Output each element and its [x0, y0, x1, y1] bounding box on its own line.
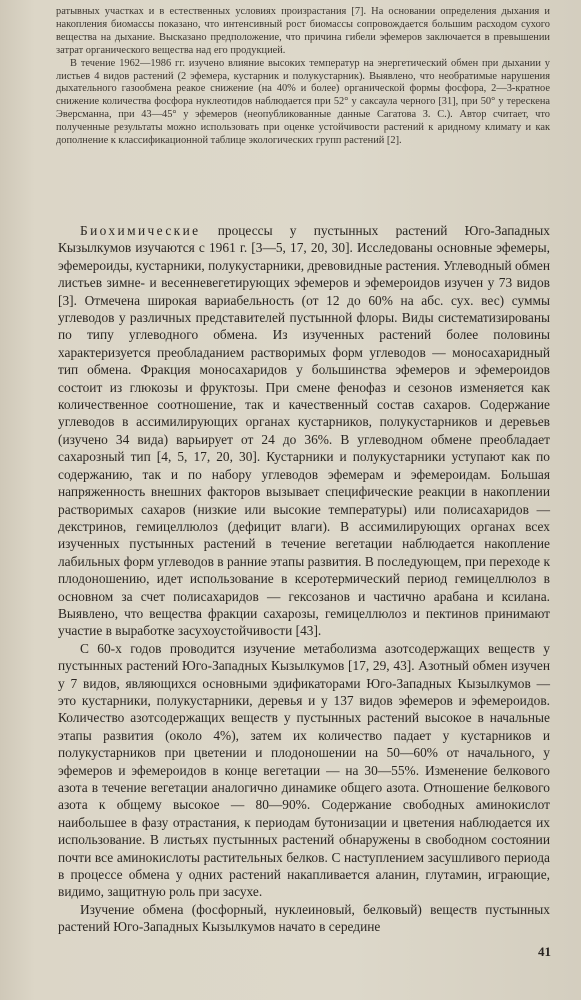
small-print-block [56, 6, 550, 148]
small-paragraph: ратывных участках и в естественных условиях произрастания [7]. На основании определения дыхания и накопления биомассы показано, что интенсивный рост биомассы сопровождается большим расходом сухого вещества на дыхание. Высказано предположение, что причина гибели эфемеров заключается в превышении затрат органического вещества над его продукцией. [56, 6, 550, 56]
body-paragraph [58, 222, 550, 640]
spaced-lead-word: Биохимические [80, 223, 201, 238]
paragraph-text: процессы у пустынных растений Юго-Западных Кызылкумов изучаются с 1961 г. [3—5, 17, 20, 30]. Исследованы основные эфемеры, эфемероиды, кустарники, полукустарники, древовидные растения. Углеводный обмен листьев зимне- и весенневегетирующих эфемеров и эфемероидов изучен у 73 видов [3]. Отмечена широкая вариабельность (от 12 до 60% на абс. сух. вес) суммы углеводов у различных представителей пустынной флоры. Виды систематизированы по типу углеводного обмена. Из изученных растений более половины характеризуется преобладанием растворимых форм углеводов — моносахаридный тип обмена. Фракция моносахаридов у большинства эфемеров и эфемероидов состоит из глюкозы и фруктозы. При смене фенофаз и сезонов изменяется как количественное соотношение, так и качественный состав сахаров. Содержание углеводов в ассимилирующих органах кустарников, полукустарников и деревьев (изучено 34 вида) варьирует от 24 до 36%. В углеводном обмене преобладает сахарозный тип [4, 5, 17, 20, 30]. Кустарники и полукустарники уступают как по содержанию, так и по набору углеводов эфемерам и эфемероидам. Большая напряженность внешних факторов вызывает специфические реакции в накоплении растворимых сахаров (низкие или высокие температуры) или полисахаридов — декстринов, гемицеллюлоз (дефицит влаги). В ассимилирующих органах всех изученных пустынных растений в течение вегетации наблюдается накопление лабильных форм углеводов в ранние этапы развития. В последующем, при переходе к плодоношению, идет использование в ксеротермический период гемицеллюлоз в основном за счет полисахаридов — гексозанов и частично арабана и ксилана. Выявлено, что вещества фракции сахарозы, гемицеллюлоз и пектинов принимают участие в выработке засухоустойчивости [43]. [58, 223, 550, 639]
body-paragraph: С 60-х годов проводится изучение метаболизма азотсодержащих веществ у пустынных растений Юго-Западных Кызылкумов [17, 29, 43]. Азотный обмен изучен у 7 видов, являющихся основными эдификаторами Юго-Западных Кызылкумов — это кустарники, полукустарники, деревья и у 137 видов эфемеров и эфемероидов. Количество азотсодержащих веществ у пустынных растений высокое в начальные этапы развития (около 4%), затем их количество падает у кустарников и полукустарников при цветении и плодоношении на 50—60% от начального, у эфемеров и эфемероидов в конце вегетации — на 30—55%. Изменение белкового азота в течение вегетации аналогично динамике общего азота. Отношение белкового азота к общему высокое — 80—90%. Содержание свободных аминокислот наибольшее в фазу отрастания, к периодам бутонизации и цветения наблюдается их использование. В листьях пустынных растений обнаружены в свободном состоянии почти все аминокислоты растительных белков. С наступлением засушливого периода в процессе обмена у одних растений накапливается аланин, глутамин, играющие, видимо, защитную роль при засухе. [58, 640, 550, 900]
page-number: 41 [538, 944, 551, 959]
body-paragraph: Изучение обмена (фосфорный, нуклеиновый, белковый) веществ пустынных растений Юго-Западных Кызылкумов начато в середине [58, 901, 550, 935]
small-paragraph: В течение 1962—1986 гг. изучено влияние высоких температур на энергетический обмен при дыхании у листьев 4 видов растений (2 эфемера, кустарник и полукустарник). Выявлено, что необратимые нарушения дыхательного газообмена реакое снижение (на 40% и более) органической формы фосфора, 2—3-кратное снижение количества фосфора нуклеотидов наблюдается при 52° у саксаула черного [31], при 50° у терескена Эверсманна, при 43—45° у эфемеров (неопубликованные данные Сагатова З. С.). Автор считает, что полученные результаты можно использовать при оценке устойчивости растений к аридному климату и как дополнение к классификационной таблице экологических групп растений [2]. [56, 57, 550, 147]
main-text-block [58, 222, 550, 936]
